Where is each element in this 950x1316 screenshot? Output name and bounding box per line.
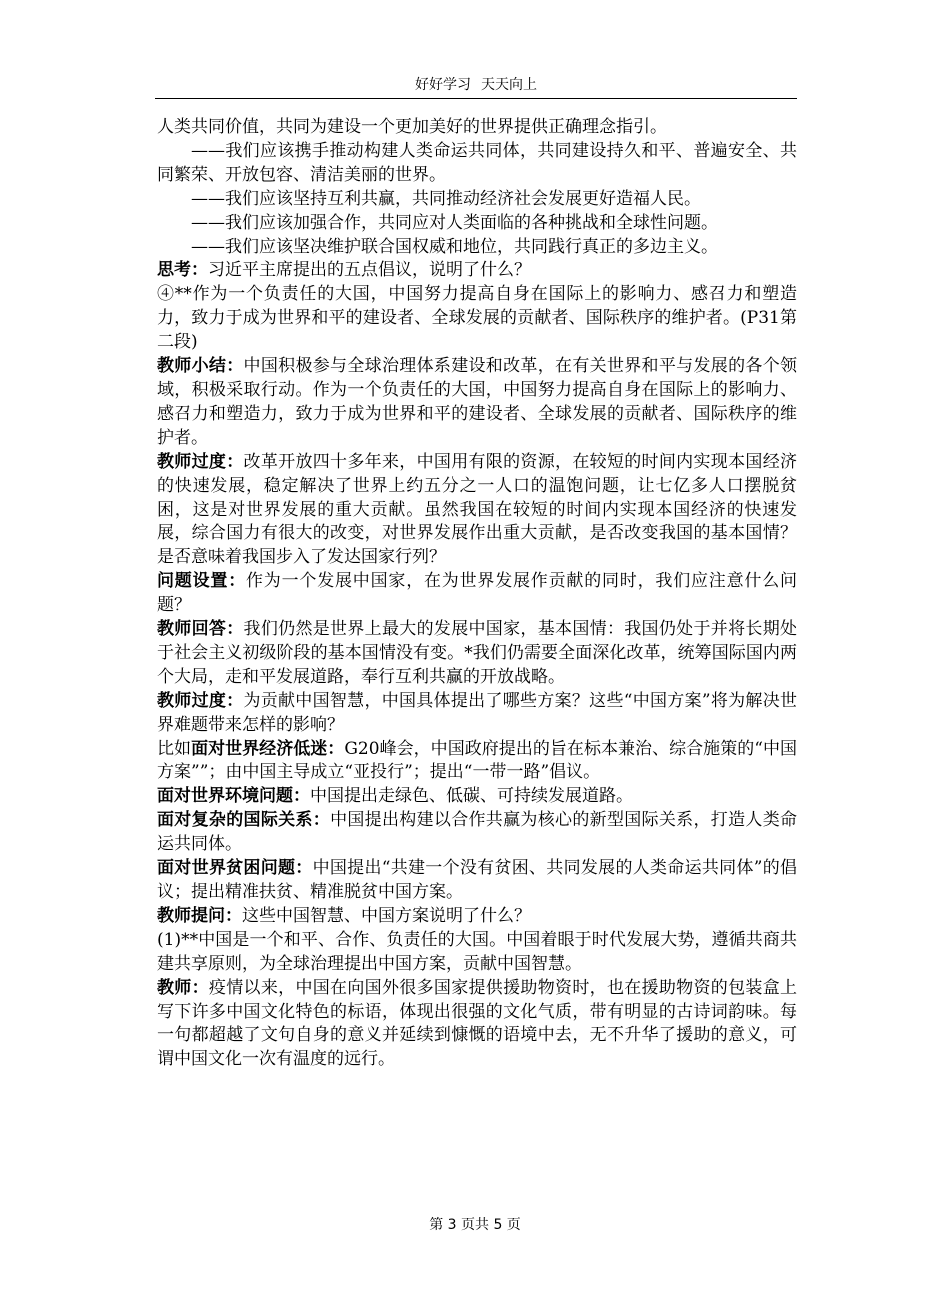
paragraph-text: 作为一个发展中国家，在为世界发展作贡献的同时，我们应注意什么问题？ — [157, 571, 797, 616]
paragraph-17 — [157, 905, 797, 929]
paragraph-text: 中国提出“共建一个没有贫困、共同发展的人类命运共同体”的倡议；提出精准扶贫、精准脱贫中国方案。 — [157, 858, 798, 902]
paragraph-label: 教师过度： — [157, 690, 244, 711]
paragraph-label: 教师回答： — [157, 619, 244, 640]
paragraph-text: 我们仍然是世界上最大的发展中国家，基本国情：我国仍处于并将长期处于社会主义初级阶段的基本国情没有变。*我们仍需要全面深化改革，统筹国际国内两个大局，走和平发展道路，奉行互利共赢的开放战略。 — [157, 619, 798, 687]
paragraph-16 — [157, 857, 797, 905]
paragraph-14 — [157, 785, 797, 809]
paragraph-text: ——我们应该携手推动构建人类命运共同体，共同建设持久和平、普遍安全、共同繁荣、开放包容、清洁美丽的世界。 — [157, 140, 797, 185]
paragraph-text: 习近平主席提出的五点倡议，说明了什么？ — [208, 260, 531, 281]
paragraph-text: 中国提出构建以合作共赢为核心的新型国际关系，打造人类命运共同体。 — [157, 810, 798, 855]
paragraph-1 — [157, 116, 797, 140]
paragraph-label: 问题设置： — [157, 571, 246, 592]
paragraph-9 — [157, 451, 797, 571]
header-left-text: 好好学习 — [415, 77, 471, 93]
paragraph-label: 教师小结： — [157, 356, 244, 377]
paragraph-3 — [157, 188, 797, 212]
paragraph-11 — [157, 618, 797, 690]
page-header — [155, 74, 797, 99]
paragraph-text: ④**作为一个负责任的大国，中国努力提高自身在国际上的影响力、感召力和塑造力，致力于成为世界和平的建设者、全球发展的贡献者、国际秩序的维护者。(P31第二段) — [157, 284, 797, 353]
paragraph-12 — [157, 690, 797, 738]
paragraph-label: 面对世界贫困问题： — [157, 858, 313, 879]
paragraph-text: ——我们应该加强合作，共同应对人类面临的各种挑战和全球性问题。 — [191, 212, 718, 233]
paragraph-19 — [157, 977, 797, 1073]
paragraph-13 — [157, 738, 797, 786]
paragraph-label: 教师： — [157, 977, 209, 998]
paragraph-text: (1)**中国是一个和平、合作、负责任的大国。中国着眼于时代发展大势，遵循共商共建共享原则，为全球治理提出中国方案，贡献中国智慧。 — [157, 929, 797, 974]
paragraph-text: 这些中国智慧、中国方案说明了什么？ — [242, 905, 531, 926]
paragraph-text: 疫情以来，中国在向国外很多国家提供援助物资时，也在援助物资的包装盒上写下许多中国文化特色的标语，体现出很强的文化气质，带有明显的古诗词韵味。每一句都超越了文句自身的意义并延续到慷慨的语境中去，无不升华了援助的意义，可谓中国文化一次有温度的远行。 — [157, 977, 798, 1070]
header-right-text: 天天向上 — [481, 77, 537, 93]
paragraph-7 — [157, 283, 797, 355]
paragraph-4 — [157, 212, 797, 236]
paragraph-label: 面对世界经济低迷： — [191, 738, 345, 759]
paragraph-text: 中国提出走绿色、低碳、可持续发展道路。 — [310, 786, 633, 807]
paragraph-text: G20峰会，中国政府提出的旨在标本兼治、综合施策的“中国方案””；由中国主导成立“亚投行”；提出“一带一路”倡议。 — [157, 738, 798, 783]
page-footer: 第 3 页共 5 页 — [429, 1217, 521, 1233]
paragraph-label: 面对世界环境问题： — [157, 786, 310, 807]
paragraph-label: 面对复杂的国际关系： — [157, 810, 331, 831]
paragraph-text: 为贡献中国智慧，中国具体提出了哪些方案？这些“中国方案”将为解决世界难题带来怎样的影响？ — [157, 690, 797, 735]
paragraph-5 — [157, 236, 797, 260]
paragraph-label: 思考： — [157, 260, 208, 281]
paragraph-10 — [157, 570, 797, 618]
paragraph-text: 改革开放四十多年来，中国用有限的资源，在较短的时间内实现本国经济的快速发展，稳定解决了世界上约五分之一人口的温饱问题，让七亿多人口摆脱贫困，这是对世界发展的重大贡献。虽然我国在较短的时间内实现本国经济的快速发展，综合国力有很大的改变，对世界发展作出重大贡献，是否改变我国的基本国情？是否意味着我国步入了发达国家行列？ — [157, 451, 798, 568]
paragraph-6 — [157, 259, 797, 283]
paragraph-label: 教师过度： — [157, 451, 244, 472]
paragraph-text: ——我们应该坚决维护联合国权威和地位，共同践行真正的多边主义。 — [191, 236, 718, 257]
paragraph-label: 教师提问： — [157, 905, 242, 926]
paragraph-text: 中国积极参与全球治理体系建设和改革，在有关世界和平与发展的各个领域，积极采取行动。作为一个负责任的大国，中国努力提高自身在国际上的影响力、感召力和塑造力，致力于成为世界和平的建设者、全球发展的贡献者、国际秩序的维护者。 — [157, 356, 798, 448]
paragraph-prefix: 比如 — [157, 738, 192, 759]
document-body — [157, 116, 797, 1072]
paragraph-15 — [157, 809, 797, 857]
paragraph-text: ——我们应该坚持互利共赢，共同推动经济社会发展更好造福人民。 — [191, 188, 701, 209]
paragraph-18 — [157, 929, 797, 977]
paragraph-2 — [157, 140, 797, 188]
paragraph-text: 人类共同价值，共同为建设一个更加美好的世界提供正确理念指引。 — [157, 117, 667, 137]
paragraph-8 — [157, 355, 797, 451]
